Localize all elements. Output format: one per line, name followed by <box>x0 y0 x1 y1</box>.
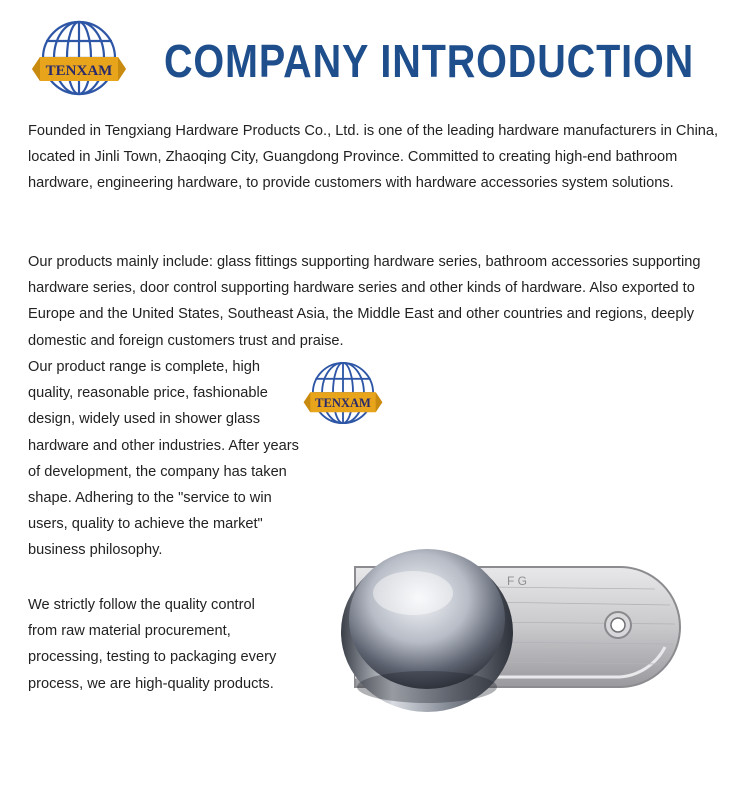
glass-clamp-image <box>335 527 695 717</box>
company-logo <box>30 17 128 99</box>
product-image <box>335 527 695 717</box>
page-title: COMPANY INTRODUCTION <box>164 35 695 87</box>
product-engraving: F G <box>507 574 527 588</box>
intro-paragraph-2: Our products mainly include: glass fittings supporting hardware series, bathroom accessories supporting hardware series, door control supporting hardware series and other kinds of hardware. Also exported to Europe and the United States, Southeast Asia, the Middle East and other countries and regions, deeply domestic and foreign customers trust and praise. <box>28 254 701 349</box>
intro-paragraph-3: Our product range is complete, high quality, reasonable price, fashionable design, widely used in shower glass hardware and other industries. After years of development, the company has taken shape. Adhering to the "service to win users, quality to achieve the market" business philosophy. <box>28 359 299 559</box>
logo-text: TENXAM <box>45 63 113 79</box>
intro-paragraph-1: Founded in Tengxiang Hardware Products Co., Ltd. is one of the leading hardware manufacturers in China, located in Jinli Town, Zhaoqing City, Guangdong Province. Committed to creating high-end bathroom hardware, engineering hardware, to provide customers with hardware accessories system solutions. <box>28 123 719 192</box>
company-logo-small <box>302 358 384 428</box>
globe-logo-icon <box>30 17 128 99</box>
intro-paragraph-4: We strictly follow the quality control from raw material procurement, processing, testing to packaging every process, we are high-quality products. <box>28 597 277 692</box>
logo-text: TENXAM <box>315 396 371 411</box>
globe-logo-icon <box>302 358 384 428</box>
